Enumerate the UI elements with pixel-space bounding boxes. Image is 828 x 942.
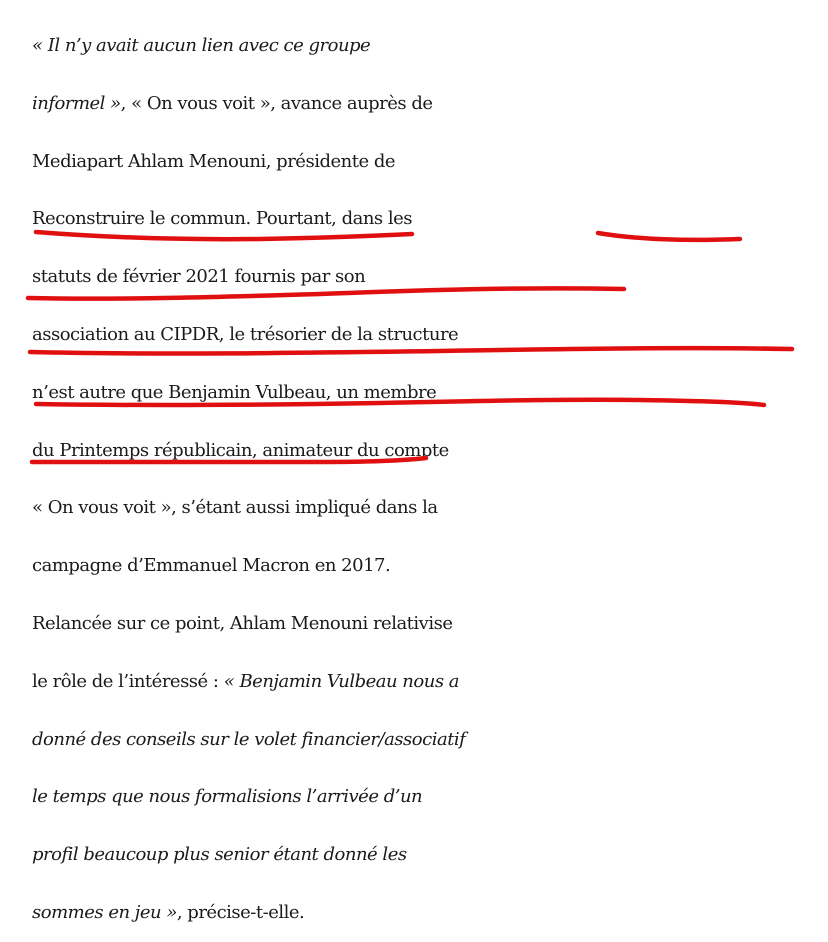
body-text: n’est autre que Benjamin Vulbeau, un membre xyxy=(32,381,437,403)
text-line xyxy=(32,884,828,942)
article-paragraph xyxy=(32,17,828,942)
quote-text: le temps que nous formalisions l’arrivée d’un xyxy=(32,786,423,808)
body-text: association au CIPDR, le trésorier de la structure xyxy=(32,323,459,345)
quote-text: sommes en jeu » xyxy=(32,901,177,923)
body-text: Reconstruire le commun. Pourtant, dans les xyxy=(32,208,413,230)
text-line xyxy=(32,133,828,191)
text-line xyxy=(32,190,828,248)
text-line xyxy=(32,17,828,75)
body-text: statuts de février 2021 fournis par son xyxy=(32,266,366,288)
text-line xyxy=(32,768,828,826)
quote-text: profil beaucoup plus senior étant donné les xyxy=(32,844,407,866)
text-line xyxy=(32,537,828,595)
quote-text: donné des conseils sur le volet financier/associatif xyxy=(32,728,466,750)
body-text: « On vous voit », s’étant aussi impliqué dans la xyxy=(32,497,438,519)
body-text: Relancée sur ce point, Ahlam Menouni relativise xyxy=(32,612,453,634)
quote-text: « Benjamin Vulbeau nous a xyxy=(223,670,460,692)
text-line xyxy=(32,248,828,306)
body-text: Mediapart Ahlam Menouni, présidente de xyxy=(32,150,395,172)
body-text: , précise-t-elle. xyxy=(176,901,305,923)
text-line xyxy=(32,479,828,537)
quote-text: « Il n’y avait aucun lien avec ce groupe xyxy=(32,35,371,56)
text-line xyxy=(32,826,828,884)
text-line xyxy=(32,653,828,711)
body-text: , « On vous voit », avance auprès de xyxy=(120,92,433,114)
text-line xyxy=(32,75,828,133)
text-line xyxy=(32,364,828,422)
body-text: du Printemps républicain, animateur du compte xyxy=(32,439,449,461)
text-line xyxy=(32,306,828,364)
body-text: campagne d’Emmanuel Macron en 2017. xyxy=(32,555,391,577)
text-line xyxy=(32,711,828,769)
text-line xyxy=(32,422,828,480)
quote-text: informel » xyxy=(32,92,121,114)
body-text: le rôle de l’intéressé : xyxy=(32,670,224,692)
text-line xyxy=(32,595,828,653)
